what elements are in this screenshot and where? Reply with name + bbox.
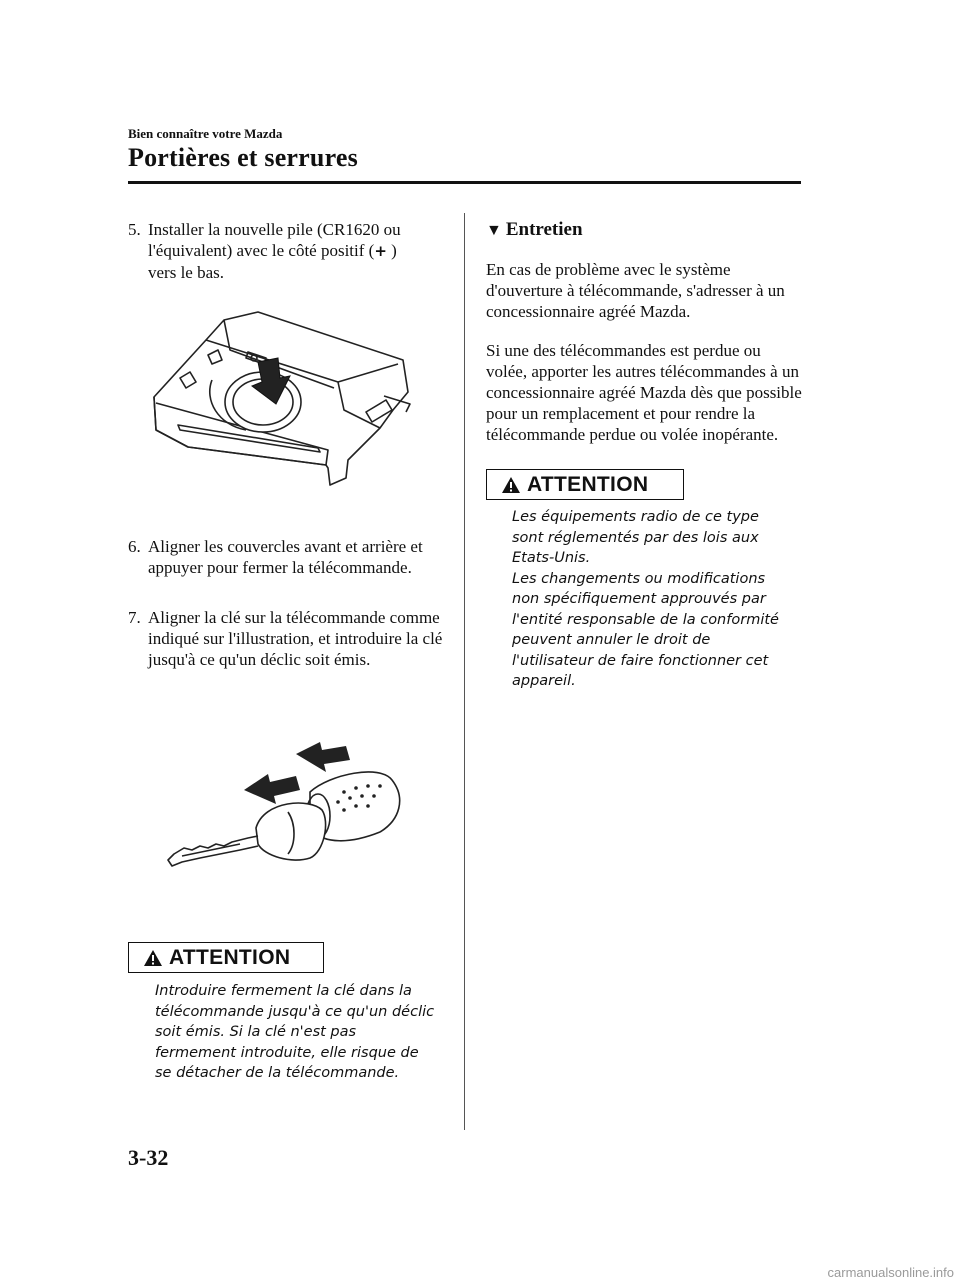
battery-tray-illustration bbox=[148, 300, 420, 490]
plus-icon: + bbox=[374, 242, 387, 260]
attention-text-left: Introduire fermement la clé dans la télécommande jusqu'à ce qu'un déclic soit émis. Si la clé n'est pas fermement introduite, elle risque de se détacher de la télécommande. bbox=[155, 983, 435, 1081]
paragraph-1: En cas de problème avec le système d'ouverture à télécommande, s'adresser à un concessionnaire agréé Mazda. bbox=[486, 260, 785, 321]
left-arrow bbox=[244, 774, 300, 804]
step-5-number: 5. bbox=[128, 220, 141, 239]
column-divider bbox=[464, 213, 465, 1130]
warning-triangle-icon bbox=[143, 949, 163, 967]
triangle-down-icon: ▼ bbox=[486, 222, 502, 239]
step-5-line2: l'équivalent) avec le côté positif (+ ) bbox=[148, 241, 397, 260]
step-6-number: 6. bbox=[128, 537, 141, 556]
attention-label: ATTENTION bbox=[169, 945, 291, 969]
key-blade bbox=[168, 836, 258, 866]
step-7-text: Aligner la clé sur la télécommande comme indiqué sur l'illustration, et introduire la clé jusqu'à ce qu'un déclic soit émis. bbox=[148, 608, 443, 669]
page-number: 3-32 bbox=[128, 1145, 169, 1170]
section-label: Bien connaître votre Mazda bbox=[128, 126, 283, 141]
step-5 bbox=[128, 219, 458, 283]
key-head bbox=[256, 803, 326, 860]
attention-text-right: Les équipements radio de ce type sont réglementés par des lois aux Etats-Unis. Les changements ou modifications non spécifiquement approuvés par l'entité responsable de la conformité peuvent annuler le droit de l'utilisateur de faire fonctionner cet appareil. bbox=[512, 509, 779, 689]
attention-box-right bbox=[486, 469, 684, 500]
chapter-title: Portières et serrures bbox=[128, 143, 358, 172]
step-7 bbox=[128, 607, 448, 670]
paragraph-2: Si une des télécommandes est perdue ou volée, apporter les autres télécommandes à un concessionnaire agréé Mazda dès que possible pour un remplacement et pour rendre la télécommande perdue ou volée inopérante. bbox=[486, 341, 802, 444]
step-6-text: Aligner les couvercles avant et arrière et appuyer pour fermer la télécommande. bbox=[148, 537, 423, 577]
warning-triangle-icon bbox=[501, 476, 521, 494]
key-insertion-illustration bbox=[160, 740, 420, 890]
step-7-number: 7. bbox=[128, 608, 141, 627]
step-5-line3: vers le bas. bbox=[148, 263, 225, 282]
step-5-line1: Installer la nouvelle pile (CR1620 ou bbox=[148, 220, 401, 239]
right-arrow bbox=[296, 742, 350, 772]
title-rule bbox=[128, 181, 801, 184]
attention-label: ATTENTION bbox=[527, 472, 649, 496]
step-6 bbox=[128, 536, 448, 578]
attention-box-left bbox=[128, 942, 324, 973]
watermark[interactable]: carmanualsonline.info bbox=[827, 1265, 954, 1280]
section-heading: ▼ Entretien bbox=[486, 219, 583, 240]
